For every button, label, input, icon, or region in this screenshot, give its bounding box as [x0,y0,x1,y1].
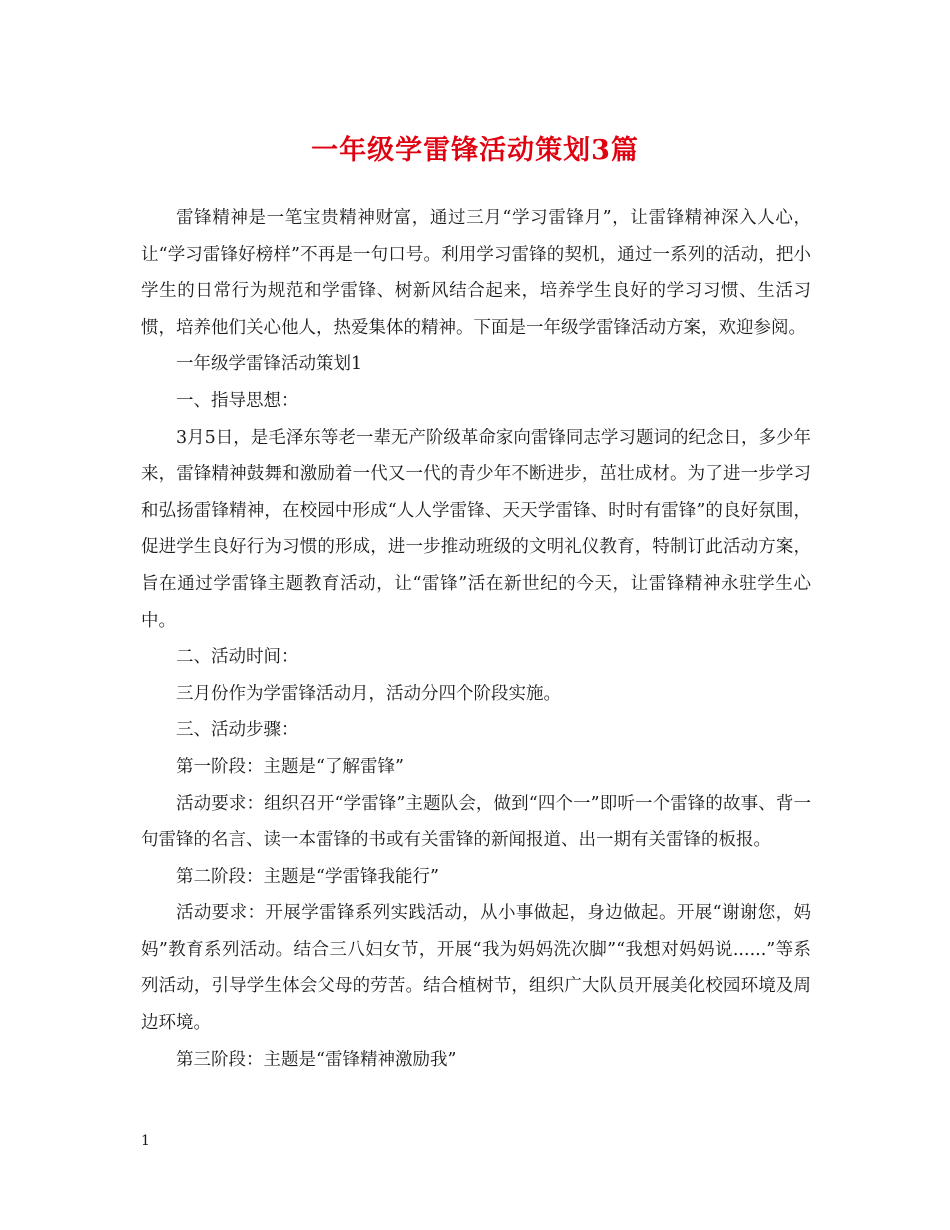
paragraph-section-3-heading: 三、活动步骤： [176,720,299,741]
paragraph-section-1-heading: 一、指导思想： [176,390,299,411]
document-title: 一年级学雷锋活动策划3篇 [311,135,639,166]
paragraph-intro: 雷锋精神是一笔宝贵精神财富，通过三月“学习雷锋月”，让雷锋精神深入人心，让“学习雷锋好榜样”不再是一句口号。利用学习雷锋的契机，通过一系列的活动，把小学生的日常行为规范和学雷锋、树新风结合起来，培养学生良好的学习习惯、生活习惯，培养他们关心他人，热爱集体的精神。下面是一年级学雷锋活动方案，欢迎参阅。 [141,208,811,338]
paragraph-stage-3-heading: 第三阶段：主题是“雷锋精神激励我” [176,1049,457,1070]
paragraph-plan-heading: 一年级学雷锋活动策划1 [176,354,363,375]
paragraph-section-2-body: 三月份作为学雷锋活动月，活动分四个阶段实施。 [176,683,561,704]
paragraph-stage-1-heading: 第一阶段：主题是“了解雷锋” [176,756,404,777]
page-number: 1 [141,1133,150,1149]
paragraph-stage-2-heading: 第二阶段：主题是“学雷锋我能行” [176,866,439,887]
paragraph-stage-1-body: 活动要求：组织召开“学雷锋”主题队会，做到“四个一”即听一个雷锋的故事、背一句雷锋的名言、读一本雷锋的书或有关雷锋的新闻报道、出一期有关雷锋的板报。 [141,793,811,851]
document-body [141,200,811,1078]
paragraph-stage-2-body: 活动要求：开展学雷锋系列实践活动，从小事做起，身边做起。开展“谢谢您，妈妈”教育系列活动。结合三八妇女节，开展“我为妈妈洗次脚”“我想对妈妈说......”等系列活动，引导学生体会父母的劳苦。结合植树节，组织广大队员开展美化校园环境及周边环境。 [141,903,811,1034]
paragraph-section-1-body: 3月5日，是毛泽东等老一辈无产阶级革命家向雷锋同志学习题词的纪念日，多少年来，雷锋精神鼓舞和激励着一代又一代的青少年不断进步，茁壮成材。为了进一步学习和弘扬雷锋精神，在校园中形成“人人学雷锋、天天学雷锋、时时有雷锋”的良好氛围，促进学生良好行为习惯的形成，进一步推动班级的文明礼仪教育，特制订此活动方案，旨在通过学雷锋主题教育活动，让“雷锋”活在新世纪的今天，让雷锋精神永驻学生心中。 [141,427,811,631]
paragraph-section-2-heading: 二、活动时间： [176,647,299,668]
